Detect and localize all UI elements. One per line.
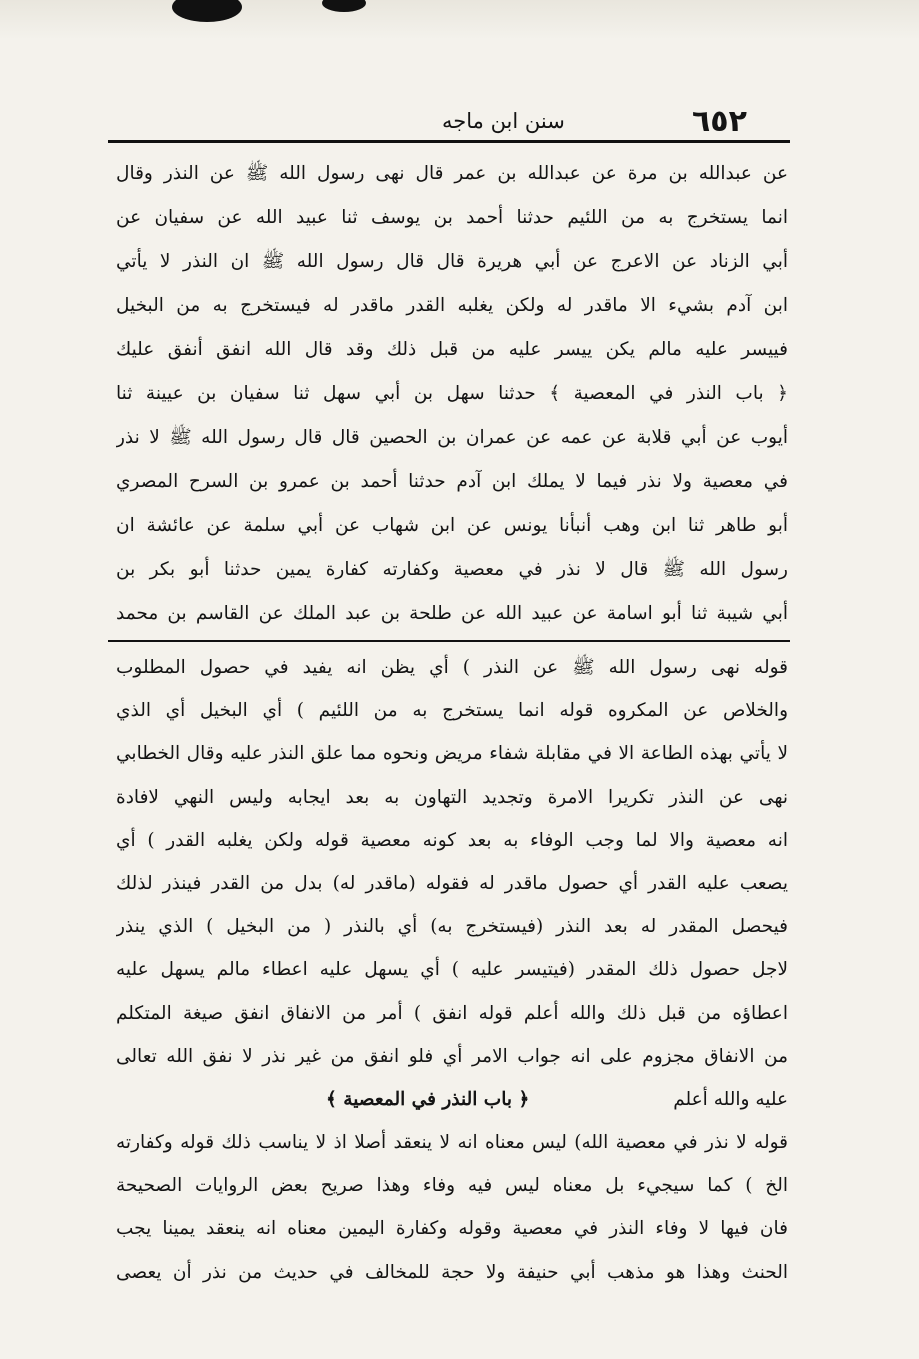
commentary-line: انه معصية والا لما وجب الوفاء به بعد كونه معصية قوله ولكن يغلبه القدر ) أي <box>116 829 788 851</box>
text-line: ابن آدم بشيء الا ماقدر له ولكن يغلبه القدر ماقدر له فيستخرج به من البخيل <box>116 295 788 316</box>
text-line: أبو طاهر ثنا ابن وهب أنبأنا يونس عن ابن شهاب عن أبي سلمة عن عائشة ان <box>116 515 788 536</box>
commentary-line: نهى عن النذر تكريرا الامرة وتجديد التهاون به بعد ايجابه وليس النهي لافادة <box>116 786 788 808</box>
text-line: فييسر عليه مالم يكن ييسر عليه من قبل ذلك وقد قال الله انفق أنفق عليك <box>116 339 788 360</box>
page-header <box>112 104 788 138</box>
commentary-divider <box>108 640 790 642</box>
main-text <box>116 152 788 636</box>
text-line: عن عبدالله بن مرة عن عبدالله بن عمر قال نهى رسول الله ﷺ عن النذر وقال <box>116 163 788 184</box>
text-line: أبي شيبة ثنا أبو اسامة عن عبيد الله عن طلحة بن عبد الملك عن القاسم بن محمد <box>116 603 788 624</box>
commentary-line: من الانفاق مجزوم على انه جواب الامر أي فلو انفق من غير نذر لا نفق الله تعالى <box>116 1045 788 1067</box>
header-rule <box>108 140 790 143</box>
commentary-line: يصعب عليه القدر أي حصول ماقدر له فقوله (ماقدر له) بدل من القدر فينذر لذلك <box>116 872 788 894</box>
commentary-line: والخلاص عن المكروه قوله انما يستخرج به من اللئيم ) أي البخيل أي الذي <box>116 700 788 722</box>
commentary-line <box>116 1078 788 1121</box>
text-line: ﴿ باب النذر في المعصية ﴾ حدثنا سهل بن أبي سهل ثنا سفيان بن عيينة ثنا <box>116 383 788 404</box>
commentary-text <box>116 646 788 1294</box>
text-line: أيوب عن أبي قلابة عن عمه عن عمران بن الحصين قال قال رسول الله ﷺ لا نذر <box>116 427 788 448</box>
text-line: انما يستخرج به من اللئيم حدثنا أحمد بن يوسف ثنا عبيد الله عن سفيان عن <box>116 207 788 228</box>
commentary-line: قوله لا نذر في معصية الله) ليس معناه انه لا ينعقد أصلا اذ لا يناسب ذلك قوله وكفارته <box>116 1132 788 1154</box>
text-line: في معصية ولا نذر فيما لا يملك ابن آدم حدثنا أحمد بن عمرو بن السرح المصري <box>116 471 788 492</box>
page-number: ٦٥٢ <box>692 103 747 139</box>
commentary-line: الحنث وهذا هو مذهب أبي حنيفة ولا حجة للمخالف في حديث من نذر أن يعصى <box>116 1261 788 1283</box>
commentary-line-end: عليه والله أعلم <box>673 1088 788 1110</box>
commentary-line: فان فيها لا وفاء النذر في معصية وقوله وكفارة اليمين معناه انه ينعقد يمينا يجب <box>116 1218 788 1240</box>
text-line: أبي الزناد عن الاعرج عن أبي هريرة قال قال رسول الله ﷺ ان النذر لا يأتي <box>116 251 788 272</box>
section-heading: ﴿ باب النذر في المعصية ﴾ <box>326 1088 530 1110</box>
running-title: سنن ابن ماجه <box>442 109 565 133</box>
commentary-line: اعطاؤه من قبل ذلك والله أعلم قوله انفق ) أمر من الانفاق انفق صيغة المتكلم <box>116 1002 788 1024</box>
commentary-line: فيحصل المقدر له بعد النذر (فيستخرج به) أي بالنذر ( من البخيل ) الذي ينذر <box>116 916 788 938</box>
text-line: رسول الله ﷺ قال لا نذر في معصية وكفارته كفارة يمين حدثنا أبو بكر بن <box>116 559 788 580</box>
scan-edge-shadow <box>0 0 919 40</box>
commentary-line: لاجل حصول ذلك المقدر (فيتيسر عليه ) أي يسهل عليه اعطاء مالم يسهل عليه <box>116 959 788 981</box>
commentary-line: قوله نهى رسول الله ﷺ عن النذر ) أي يظن انه يفيد في حصول المطلوب <box>116 657 788 678</box>
commentary-line: الخ ) كما سيجيء بل معناه ليس فيه وفاء وهذا صريح بعض الروايات الصحيحة <box>116 1175 788 1197</box>
commentary-line: لا يأتي بهذه الطاعة الا في مقابلة شفاء مريض ونحوه مما علق النذر عليه وقال الخطابي <box>116 743 788 765</box>
